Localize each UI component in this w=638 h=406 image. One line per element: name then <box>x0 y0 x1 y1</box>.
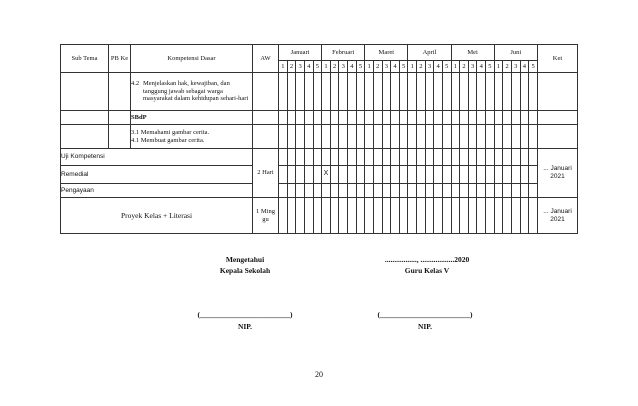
week-cell <box>382 166 391 184</box>
week-cell <box>287 111 296 125</box>
week-cell <box>511 166 520 184</box>
week-cell <box>296 111 305 125</box>
week-cell <box>529 149 538 166</box>
week-cell <box>451 125 460 149</box>
week-cell <box>425 111 434 125</box>
week-cell <box>451 184 460 198</box>
week-cell <box>313 149 322 166</box>
week-cell <box>348 73 357 111</box>
uji-kompetensi-label: Uji Kompetensi <box>61 149 253 166</box>
week-cell <box>382 73 391 111</box>
week-cell <box>486 149 495 166</box>
week-cell <box>494 149 503 166</box>
week-cell <box>494 184 503 198</box>
week-cell <box>477 73 486 111</box>
week-cell <box>511 184 520 198</box>
nip-right: NIP. <box>417 322 433 331</box>
week-cell <box>399 166 408 184</box>
week-number: 4 <box>520 61 529 73</box>
week-cell <box>477 125 486 149</box>
week-cell <box>304 111 313 125</box>
week-cell <box>296 125 305 149</box>
week-number: 4 <box>434 61 443 73</box>
header-aw: AW <box>253 45 279 73</box>
week-cell <box>391 166 400 184</box>
week-cell <box>330 111 339 125</box>
week-number: 1 <box>365 61 374 73</box>
week-cell <box>468 125 477 149</box>
week-number: 2 <box>417 61 426 73</box>
week-cell <box>356 111 365 125</box>
week-cell <box>417 73 426 111</box>
week-number: 5 <box>313 61 322 73</box>
week-number: 3 <box>339 61 348 73</box>
week-cell <box>279 125 288 149</box>
week-cell <box>408 198 417 234</box>
week-cell <box>373 184 382 198</box>
week-cell <box>511 111 520 125</box>
week-cell <box>322 198 331 234</box>
week-cell <box>425 198 434 234</box>
week-cell <box>365 73 374 111</box>
ket-proyek-cell: ... Januari 2021 <box>538 198 578 234</box>
week-cell <box>503 149 512 166</box>
kd-42-text: Menjelaskan hak, kewajiban, dan tanggung jawab sebagai warga masyarakat dalam kehidupan sehari-hari <box>143 79 249 103</box>
week-cell <box>287 166 296 184</box>
week-cell <box>477 111 486 125</box>
week-number: 5 <box>399 61 408 73</box>
week-cell <box>356 166 365 184</box>
week-cell <box>468 73 477 111</box>
schedule-table <box>60 44 578 234</box>
kd-42-number: 4.2 <box>131 79 140 87</box>
week-cell <box>451 198 460 234</box>
week-cell <box>330 198 339 234</box>
week-cell <box>408 149 417 166</box>
signature-blank-left: (________________________) <box>197 310 293 319</box>
week-cell <box>486 125 495 149</box>
week-cell <box>408 125 417 149</box>
remedial-mark: X <box>322 166 331 184</box>
ket-uji-cell: ... Januari 2021 <box>538 149 578 198</box>
row-proyek <box>61 198 578 234</box>
header-month: Juni <box>494 45 537 61</box>
week-number: 2 <box>287 61 296 73</box>
week-cell <box>382 184 391 198</box>
week-cell <box>520 73 529 111</box>
week-cell <box>511 198 520 234</box>
remedial-label: Remedial <box>61 166 253 184</box>
week-cell <box>287 73 296 111</box>
week-cell <box>417 166 426 184</box>
header-pb-ke: PB Ke <box>109 45 131 73</box>
week-cell <box>529 125 538 149</box>
week-cell <box>434 111 443 125</box>
week-cell <box>399 198 408 234</box>
week-cell <box>529 73 538 111</box>
week-cell <box>313 73 322 111</box>
week-cell <box>425 73 434 111</box>
week-cell <box>417 149 426 166</box>
week-number: 5 <box>356 61 365 73</box>
kd-42-cell <box>131 73 253 111</box>
week-cell <box>520 198 529 234</box>
week-cell <box>434 149 443 166</box>
week-cell <box>442 111 451 125</box>
guru-kelas-label: Guru Kelas V <box>404 266 450 275</box>
week-cell <box>330 125 339 149</box>
week-cell <box>391 198 400 234</box>
week-cell <box>477 184 486 198</box>
row-kd-sbdp <box>61 125 578 149</box>
week-cell <box>391 111 400 125</box>
week-cell <box>339 166 348 184</box>
row-remedial <box>61 166 578 184</box>
week-cell <box>348 125 357 149</box>
week-cell <box>330 73 339 111</box>
week-cell <box>365 184 374 198</box>
week-cell <box>279 149 288 166</box>
row-pengayaan <box>61 184 578 198</box>
week-cell <box>434 198 443 234</box>
week-cell <box>356 125 365 149</box>
week-cell <box>296 73 305 111</box>
week-cell <box>348 184 357 198</box>
week-cell <box>503 73 512 111</box>
week-number: 1 <box>451 61 460 73</box>
week-cell <box>486 198 495 234</box>
week-number: 3 <box>425 61 434 73</box>
week-cell <box>425 184 434 198</box>
week-cell <box>365 111 374 125</box>
page-number: 20 <box>315 370 323 379</box>
week-cell <box>408 73 417 111</box>
week-cell <box>477 198 486 234</box>
week-cell <box>356 198 365 234</box>
week-cell <box>304 125 313 149</box>
week-cell <box>486 166 495 184</box>
week-cell <box>365 149 374 166</box>
week-number: 2 <box>330 61 339 73</box>
week-cell <box>339 73 348 111</box>
week-cell <box>313 198 322 234</box>
week-cell <box>391 73 400 111</box>
week-cell <box>460 184 469 198</box>
pengayaan-label: Pengayaan <box>61 184 253 198</box>
aw-uji-cell: 2 Hari <box>253 149 279 198</box>
week-number: 2 <box>503 61 512 73</box>
week-cell <box>494 73 503 111</box>
week-cell <box>460 73 469 111</box>
nip-left: NIP. <box>237 322 253 331</box>
header-month: Januari <box>279 45 322 61</box>
week-cell <box>442 166 451 184</box>
header-month: Maret <box>365 45 408 61</box>
week-cell <box>304 184 313 198</box>
header-month: Februari <box>322 45 365 61</box>
kepala-sekolah-label: Kepala Sekolah <box>219 266 271 275</box>
week-cell <box>520 149 529 166</box>
week-cell <box>391 184 400 198</box>
week-cell <box>287 184 296 198</box>
week-cell <box>494 125 503 149</box>
week-cell <box>434 125 443 149</box>
week-cell <box>434 73 443 111</box>
week-cell <box>408 111 417 125</box>
kd-41-text: 4.1 Membuat gambar cerita. <box>131 136 205 144</box>
week-cell <box>468 111 477 125</box>
header-kompetensi-dasar: Kompetensi Dasar <box>131 45 253 73</box>
header-month: April <box>408 45 451 61</box>
week-cell <box>313 111 322 125</box>
week-number: 2 <box>460 61 469 73</box>
week-cell <box>382 198 391 234</box>
proyek-label: Proyek Kelas + Literasi <box>61 198 253 234</box>
week-number: 4 <box>304 61 313 73</box>
week-cell <box>287 149 296 166</box>
week-cell <box>503 198 512 234</box>
week-cell <box>296 184 305 198</box>
week-cell <box>365 166 374 184</box>
kd-sbdp-cell <box>131 125 253 149</box>
week-cell <box>425 125 434 149</box>
week-cell <box>356 184 365 198</box>
week-cell <box>520 184 529 198</box>
week-cell <box>382 125 391 149</box>
week-cell <box>330 149 339 166</box>
week-cell <box>365 125 374 149</box>
week-cell <box>330 166 339 184</box>
week-cell <box>503 166 512 184</box>
week-cell <box>468 198 477 234</box>
week-cell <box>322 125 331 149</box>
week-cell <box>313 166 322 184</box>
week-cell <box>468 184 477 198</box>
week-number: 1 <box>408 61 417 73</box>
week-cell <box>304 166 313 184</box>
week-number: 3 <box>296 61 305 73</box>
week-number: 5 <box>529 61 538 73</box>
week-cell <box>460 149 469 166</box>
week-cell <box>339 111 348 125</box>
signature-blank-right: (________________________) <box>377 310 473 319</box>
week-number: 4 <box>477 61 486 73</box>
week-cell <box>399 125 408 149</box>
week-cell <box>373 166 382 184</box>
week-cell <box>442 198 451 234</box>
week-cell <box>287 125 296 149</box>
week-cell <box>434 184 443 198</box>
week-cell <box>442 149 451 166</box>
week-cell <box>322 111 331 125</box>
week-cell <box>279 111 288 125</box>
week-cell <box>322 73 331 111</box>
week-cell <box>425 149 434 166</box>
header-sub-tema: Sub Tema <box>61 45 109 73</box>
week-cell <box>296 198 305 234</box>
week-cell <box>468 149 477 166</box>
week-cell <box>477 149 486 166</box>
week-cell <box>451 149 460 166</box>
week-number: 1 <box>322 61 331 73</box>
sbdp-heading: SBdP <box>131 111 253 125</box>
week-cell <box>503 125 512 149</box>
week-cell <box>417 111 426 125</box>
week-cell <box>279 198 288 234</box>
week-cell <box>391 125 400 149</box>
week-cell <box>520 111 529 125</box>
week-cell <box>373 198 382 234</box>
week-cell <box>339 125 348 149</box>
header-ket: Ket <box>538 45 578 73</box>
week-cell <box>408 184 417 198</box>
week-cell <box>287 198 296 234</box>
header-month: Mei <box>451 45 494 61</box>
week-cell <box>417 184 426 198</box>
week-cell <box>348 111 357 125</box>
week-cell <box>486 73 495 111</box>
week-cell <box>399 184 408 198</box>
week-cell <box>442 73 451 111</box>
week-cell <box>322 149 331 166</box>
week-cell <box>339 184 348 198</box>
week-cell <box>520 166 529 184</box>
week-cell <box>304 149 313 166</box>
week-cell <box>451 166 460 184</box>
week-cell <box>494 111 503 125</box>
week-cell <box>503 111 512 125</box>
week-cell <box>304 73 313 111</box>
week-number: 1 <box>494 61 503 73</box>
week-cell <box>296 166 305 184</box>
week-cell <box>382 111 391 125</box>
week-cell <box>348 198 357 234</box>
week-cell <box>313 125 322 149</box>
week-cell <box>279 166 288 184</box>
week-cell <box>322 184 331 198</box>
week-number: 4 <box>348 61 357 73</box>
week-cell <box>511 149 520 166</box>
week-number: 3 <box>511 61 520 73</box>
kd-31-text: 3.1 Memahami gambar cerita. <box>131 128 210 136</box>
week-cell <box>399 73 408 111</box>
week-cell <box>468 166 477 184</box>
week-cell <box>511 125 520 149</box>
week-number: 4 <box>391 61 400 73</box>
week-cell <box>529 198 538 234</box>
week-cell <box>399 111 408 125</box>
week-cell <box>339 198 348 234</box>
week-cell <box>373 149 382 166</box>
week-cell <box>460 111 469 125</box>
week-cell <box>529 111 538 125</box>
week-cell <box>460 125 469 149</box>
week-number: 1 <box>279 61 288 73</box>
week-cell <box>434 166 443 184</box>
week-cell <box>529 166 538 184</box>
week-cell <box>460 198 469 234</box>
row-uji-kompetensi <box>61 149 578 166</box>
week-cell <box>503 184 512 198</box>
week-cell <box>296 149 305 166</box>
week-cell <box>529 184 538 198</box>
week-cell <box>304 198 313 234</box>
week-cell <box>451 73 460 111</box>
week-cell <box>417 198 426 234</box>
week-cell <box>486 184 495 198</box>
row-kd-42 <box>61 73 578 111</box>
week-cell <box>494 198 503 234</box>
week-cell <box>356 73 365 111</box>
week-number: 5 <box>442 61 451 73</box>
week-cell <box>408 166 417 184</box>
week-cell <box>279 73 288 111</box>
week-number: 3 <box>382 61 391 73</box>
week-cell <box>399 149 408 166</box>
week-number: 3 <box>468 61 477 73</box>
row-sbdp <box>61 111 578 125</box>
week-cell <box>494 166 503 184</box>
week-cell <box>382 149 391 166</box>
week-cell <box>442 184 451 198</box>
week-cell <box>511 73 520 111</box>
week-cell <box>391 149 400 166</box>
header-row-months <box>61 45 578 61</box>
week-cell <box>486 111 495 125</box>
week-cell <box>425 166 434 184</box>
week-cell <box>373 73 382 111</box>
week-number: 5 <box>486 61 495 73</box>
week-cell <box>313 184 322 198</box>
week-cell <box>348 166 357 184</box>
place-date-line: ................., ..................2020 <box>384 255 470 264</box>
week-cell <box>477 166 486 184</box>
week-cell <box>451 111 460 125</box>
week-cell <box>373 111 382 125</box>
week-cell <box>460 166 469 184</box>
week-cell <box>442 125 451 149</box>
aw-proyek-cell: 1 Ming gu <box>253 198 279 234</box>
week-cell <box>365 198 374 234</box>
week-cell <box>279 184 288 198</box>
week-cell <box>417 125 426 149</box>
week-number: 2 <box>373 61 382 73</box>
week-cell <box>348 149 357 166</box>
week-cell <box>373 125 382 149</box>
week-cell <box>356 149 365 166</box>
mengetahui-label: Mengetahui <box>225 255 265 264</box>
week-cell <box>339 149 348 166</box>
week-cell <box>330 184 339 198</box>
week-cell <box>520 125 529 149</box>
